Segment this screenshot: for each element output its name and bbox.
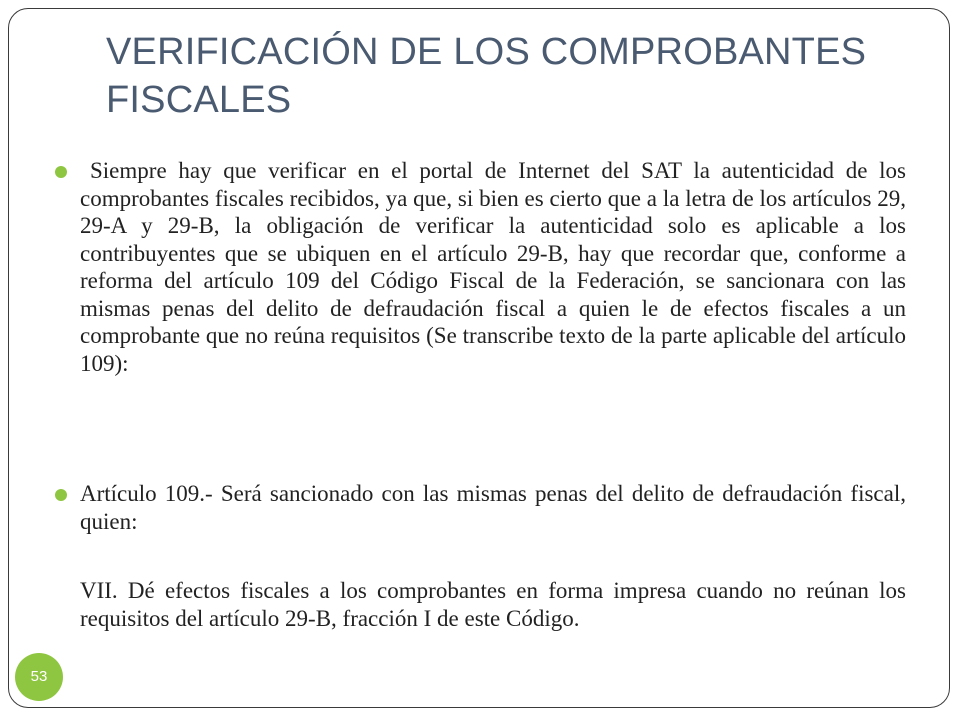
slide-title: VERIFICACIÓN DE LOS COMPROBANTES FISCALES (106, 31, 867, 121)
paragraph-sat-verification: Siempre hay que verificar en el portal de Internet del SAT la autenticidad de los comprobantes fiscales recibidos, ya que, si bien es cierto que a la letra de los artículos 29, 29-A y 29-B, la obligación de verificar la autenticidad solo es aplicable a los contribuyentes que se ubiquen en el artículo 29-B, hay que recordar que, conforme a reforma del artículo 109 del Código Fiscal de la Federación, se sancionara con las mismas penas del delito de defraudación fiscal a quien le de efectos fiscales a un comprobante que no reúna requisitos (Se transcribe texto de la parte aplicable del artículo 109): (80, 158, 906, 376)
paragraph-fraction-vii: VII. Dé efectos fiscales a los comprobantes en forma impresa cuando no reúnan los requisitos del artículo 29-B, fracción I de este Código. (80, 578, 906, 631)
bullet-icon (55, 489, 67, 501)
page-number-badge: 53 (15, 653, 63, 701)
bullet-icon (55, 166, 67, 178)
paragraph-article-109: Artículo 109.- Será sancionado con las mismas penas del delito de defraudación fiscal, quien: (80, 481, 906, 534)
